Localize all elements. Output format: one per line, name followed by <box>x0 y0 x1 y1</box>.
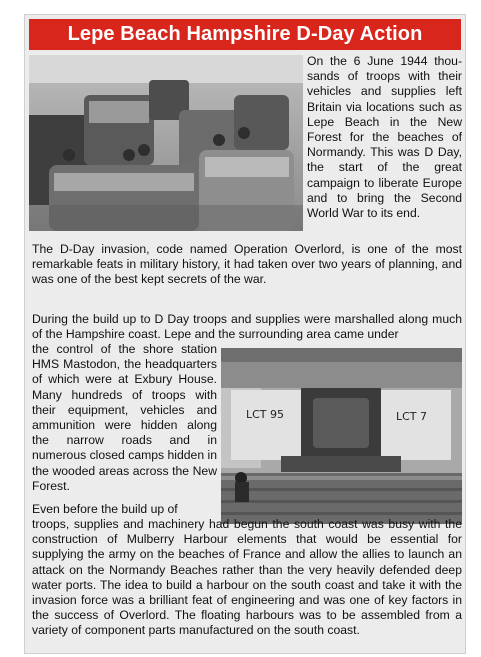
paragraph-mulberry-start: Even before the build up of <box>32 502 178 516</box>
hull-mark-right: LCT 7 <box>396 410 428 423</box>
paragraph-build-up: During the build up to D Day troops and supplies were marshalled along much of the Hampshire coast. Lepe and the surrounding area came under <box>32 312 462 342</box>
article-panel <box>24 14 466 654</box>
paragraph-mulberry-harbour: troops, supplies and machinery had begun the south coast was busy with the construction of Mulberry Harbour elements that would be essential for supplying the army on the beaches of France and allow the allies to launch an attack on the Normandy Beaches rather than the very heavily defended deep water ports. The idea to build a harbour on the south coast and take it with the invasion force was a brilliant feat of engineering and was one of key factors in the success of Overlord. The floating harbours was to be assembled from a variety of component parts manufactured on the south coast. <box>32 517 462 638</box>
paragraph-build-up-continued: the control of the shore station HMS Mastodon, the headquarters of which were at Exbury House. Many hundreds of troops with their equipment, vehicles and ammunition were hidden along the narrow roads and in numerous closed camps hidden in the wooded areas across the New Forest. <box>32 342 217 493</box>
paragraph-operation-overlord: The D-Day invasion, code named Operation Overlord, is one of the most remarkable feats in military history, it had taken over two years of planning, and was one of the best kept secrets of the war. <box>32 242 462 287</box>
intro-text: On the 6 June 1944 thousands of troops with their vehicles and supplies left Britain via locations such as Lepe Beach in the New Forest for the beaches of Normandy. This was D Day, the start of the great campaign to liberate Europe and to bring the Second World War to its end. <box>307 54 462 221</box>
hull-mark-left: LCT 95 <box>246 408 285 421</box>
landing-craft-on-hard-photo <box>221 348 462 524</box>
article-title: Lepe Beach Hampshire D-Day Action <box>29 19 461 50</box>
troops-on-landing-craft-photo <box>29 55 303 231</box>
